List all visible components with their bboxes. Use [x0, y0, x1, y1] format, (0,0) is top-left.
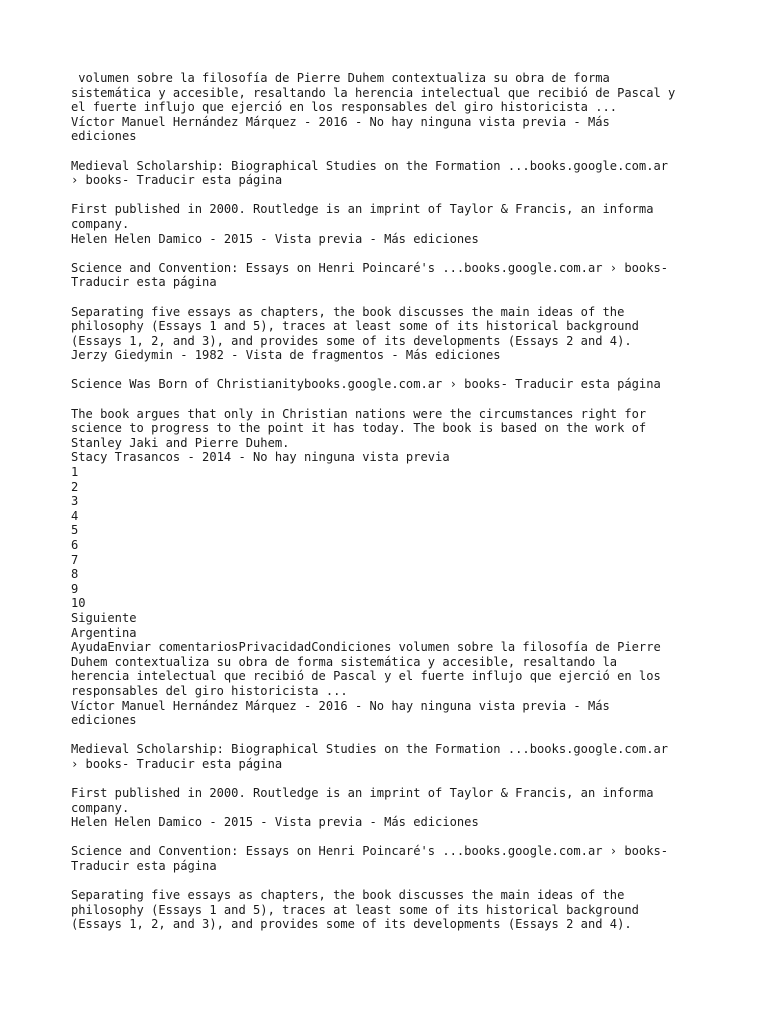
text-line	[71, 392, 711, 407]
text-line: ediciones	[71, 713, 137, 728]
text-line: Traducir esta página	[71, 275, 217, 290]
text-line: company.	[71, 216, 130, 231]
text-line: el fuerte influjo que ejerció en los responsables del giro historicista ...	[71, 100, 618, 115]
text-line: The book argues that only in Christian nations were the circumstances right for	[71, 406, 647, 421]
text-line: volumen sobre la filosofía de Pierre Duhem contextualiza su obra de forma	[71, 71, 610, 85]
text-line: Separating five essays as chapters, the book discusses the main ideas of the	[71, 304, 625, 319]
text-line: responsables del giro historicista ...	[71, 683, 348, 698]
text-line	[71, 874, 711, 889]
text-line	[71, 728, 711, 743]
text-line	[71, 188, 711, 203]
text-line: Traducir esta página	[71, 859, 217, 874]
text-line: Helen Helen Damico - 2015 - Vista previa - Más ediciones	[71, 231, 479, 246]
text-line	[71, 144, 711, 159]
text-line: 5	[71, 523, 79, 538]
text-line: philosophy (Essays 1 and 5), traces at least some of its historical background	[71, 319, 639, 334]
text-line: AyudaEnviar comentariosPrivacidadCondiciones volumen sobre la filosofía de Pierre	[71, 640, 661, 655]
text-line: philosophy (Essays 1 and 5), traces at least some of its historical background	[71, 902, 639, 917]
text-line: Science and Convention: Essays on Henri Poincaré's ...books.google.com.ar › books-	[71, 844, 669, 859]
document-body	[71, 71, 711, 932]
text-line: (Essays 1, 2, and 3), and provides some of its developments (Essays 2 and 4).	[71, 917, 632, 932]
text-line: 4	[71, 508, 79, 523]
text-line: First published in 2000. Routledge is an imprint of Taylor & Francis, an informa	[71, 202, 654, 217]
text-line: 3	[71, 494, 79, 509]
text-line: 7	[71, 552, 79, 567]
text-line: 1	[71, 465, 79, 480]
text-line: Duhem contextualiza su obra de forma sistemática y accesible, resaltando la	[71, 654, 618, 669]
text-line: Medieval Scholarship: Biographical Studies on the Formation ...books.google.com.ar	[71, 158, 669, 173]
text-line	[71, 772, 711, 787]
text-line: Helen Helen Damico - 2015 - Vista previa - Más ediciones	[71, 815, 479, 830]
text-line	[71, 246, 711, 261]
text-line: Siguiente	[71, 610, 137, 625]
text-line: Stacy Trasancos - 2014 - No hay ninguna vista previa	[71, 450, 450, 465]
text-line: 2	[71, 479, 79, 494]
text-line: Argentina	[71, 625, 137, 640]
text-line: company.	[71, 800, 130, 815]
text-line: Medieval Scholarship: Biographical Studies on the Formation ...books.google.com.ar	[71, 742, 669, 757]
text-line: ediciones	[71, 129, 137, 144]
text-line: Víctor Manuel Hernández Márquez - 2016 - No hay ninguna vista previa - Más	[71, 114, 610, 129]
text-line: Separating five essays as chapters, the book discusses the main ideas of the	[71, 888, 625, 903]
text-line	[71, 363, 711, 378]
text-line: 6	[71, 538, 79, 552]
text-line: Víctor Manuel Hernández Márquez - 2016 - No hay ninguna vista previa - Más	[71, 698, 610, 713]
text-line: Science and Convention: Essays on Henri Poincaré's ...books.google.com.ar › books-	[71, 260, 669, 275]
text-line: sistemática y accesible, resaltando la herencia intelectual que recibió de Pascal y	[71, 85, 676, 100]
text-line: Science Was Born of Christianitybooks.google.com.ar › books- Traducir esta página	[71, 377, 661, 392]
text-line: First published in 2000. Routledge is an imprint of Taylor & Francis, an informa	[71, 786, 654, 801]
text-line: 10	[71, 596, 86, 611]
text-line	[71, 830, 711, 845]
text-line: Stanley Jaki and Pierre Duhem.	[71, 435, 290, 450]
text-line: (Essays 1, 2, and 3), and provides some of its developments (Essays 2 and 4).	[71, 333, 632, 348]
text-line: › books- Traducir esta página	[71, 756, 283, 771]
text-line: 9	[71, 581, 79, 596]
text-line: Jerzy Giedymin - 1982 - Vista de fragmentos - Más ediciones	[71, 348, 501, 363]
text-line: herencia intelectual que recibió de Pascal y el fuerte influjo que ejerció en los	[71, 669, 661, 684]
text-line: science to progress to the point it has today. The book is based on the work of	[71, 421, 647, 436]
text-line: 8	[71, 567, 79, 582]
text-line: › books- Traducir esta página	[71, 173, 283, 188]
text-line	[71, 290, 711, 305]
